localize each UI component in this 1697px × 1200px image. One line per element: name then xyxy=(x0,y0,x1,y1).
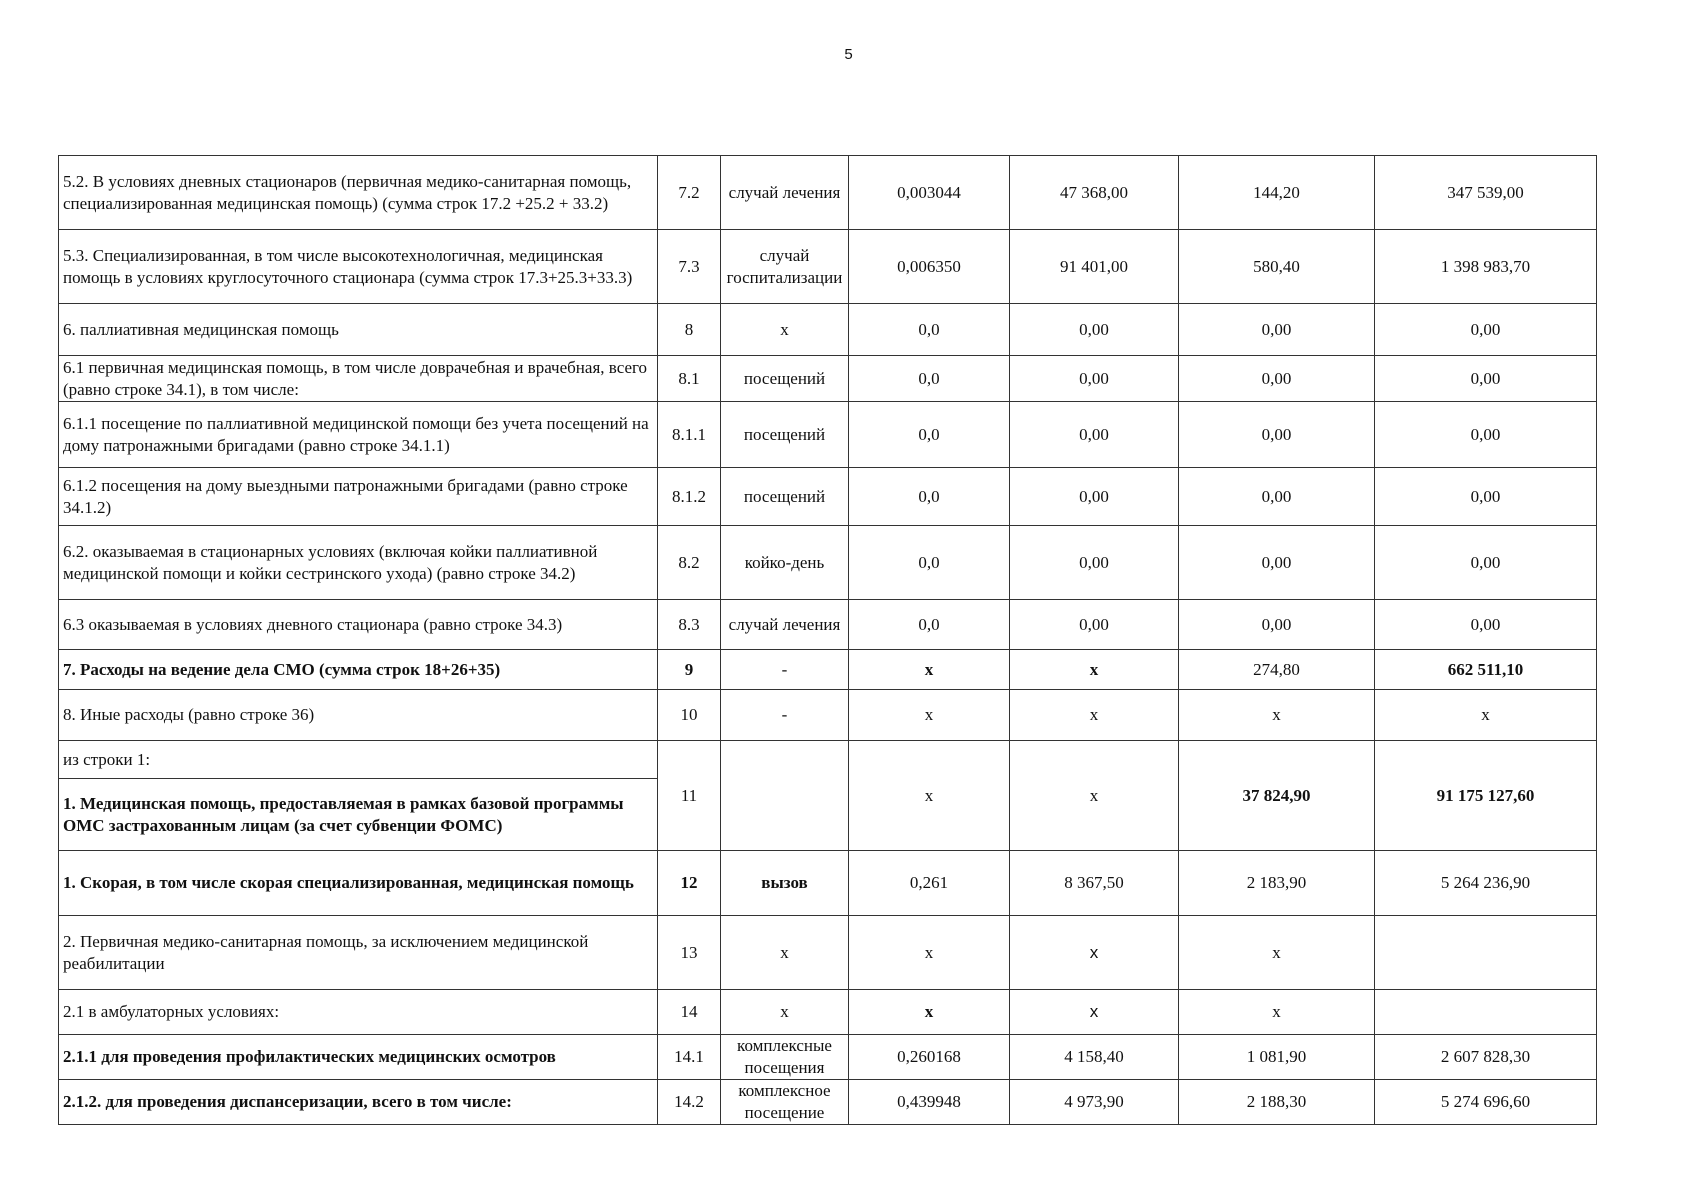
table-row xyxy=(59,741,1597,779)
row-description: 6.1.1 посещение по паллиативной медицинской помощи без учета посещений на дому патронажными бригадами (равно строке 34.1.1) xyxy=(59,402,658,468)
row-value-7: 0,00 xyxy=(1375,356,1597,402)
row-unit: вызов xyxy=(721,851,849,916)
row-value-7: 662 511,10 xyxy=(1375,650,1597,690)
row-value-4: 0,006350 xyxy=(849,230,1010,304)
row-description: 7. Расходы на ведение дела СМО (сумма строк 18+26+35) xyxy=(59,650,658,690)
row-value-4: 0,0 xyxy=(849,304,1010,356)
row-value-5: 8 367,50 xyxy=(1010,851,1179,916)
row-value-5: 0,00 xyxy=(1010,402,1179,468)
row-description-prefix: из строки 1: xyxy=(59,741,658,779)
row-value-4: х xyxy=(849,916,1010,990)
row-value-5: 4 973,90 xyxy=(1010,1080,1179,1125)
row-value-5: 0,00 xyxy=(1010,356,1179,402)
row-value-7: 0,00 xyxy=(1375,402,1597,468)
row-value-6: 0,00 xyxy=(1179,304,1375,356)
row-code: 14.2 xyxy=(658,1080,721,1125)
row-code: 12 xyxy=(658,851,721,916)
row-value-6: 0,00 xyxy=(1179,526,1375,600)
row-code: 9 xyxy=(658,650,721,690)
row-value-7: 0,00 xyxy=(1375,526,1597,600)
row-value-7 xyxy=(1375,916,1597,990)
row-value-5: 91 401,00 xyxy=(1010,230,1179,304)
row-value-7: 0,00 xyxy=(1375,468,1597,526)
row-code: 13 xyxy=(658,916,721,990)
row-unit: посещений xyxy=(721,356,849,402)
row-value-6: 580,40 xyxy=(1179,230,1375,304)
row-unit: койко-день xyxy=(721,526,849,600)
row-description: 5.3. Специализированная, в том числе высокотехнологичная, медицинская помощь в условиях круглосуточного стационара (сумма строк 17.3+25.3+33.3) xyxy=(59,230,658,304)
row-value-6: 0,00 xyxy=(1179,468,1375,526)
row-code: 8.3 xyxy=(658,600,721,650)
table-row xyxy=(59,600,1597,650)
row-value-5: х xyxy=(1010,741,1179,851)
table-row xyxy=(59,1035,1597,1080)
row-value-6: х xyxy=(1179,690,1375,741)
row-value-4: х xyxy=(849,990,1010,1035)
row-value-7: 91 175 127,60 xyxy=(1375,741,1597,851)
row-value-4: 0,0 xyxy=(849,526,1010,600)
page-number: 5 xyxy=(844,46,853,63)
row-value-4: 0,003044 xyxy=(849,156,1010,230)
row-code: 8 xyxy=(658,304,721,356)
row-description: 2.1 в амбулаторных условиях: xyxy=(59,990,658,1035)
row-code: 8.2 xyxy=(658,526,721,600)
table-row xyxy=(59,851,1597,916)
row-value-6: х xyxy=(1179,990,1375,1035)
table-row xyxy=(59,230,1597,304)
row-unit: комплексные посещения xyxy=(721,1035,849,1080)
row-code: 7.3 xyxy=(658,230,721,304)
row-code: 14 xyxy=(658,990,721,1035)
row-code: 7.2 xyxy=(658,156,721,230)
row-code: 8.1.2 xyxy=(658,468,721,526)
row-value-5: 0,00 xyxy=(1010,304,1179,356)
row-value-6: х xyxy=(1179,916,1375,990)
row-description: 6.1 первичная медицинская помощь, в том числе доврачебная и врачебная, всего (равно строке 34.1), в том числе: xyxy=(59,356,658,402)
row-description: 1. Медицинская помощь, предоставляемая в рамках базовой программы ОМС застрахованным лицам (за счет субвенции ФОМС) xyxy=(59,779,658,851)
row-value-5: 0,00 xyxy=(1010,468,1179,526)
row-unit: случай госпитализации xyxy=(721,230,849,304)
row-unit: комплексное посещение xyxy=(721,1080,849,1125)
table-row xyxy=(59,402,1597,468)
row-unit: - xyxy=(721,650,849,690)
row-unit xyxy=(721,741,849,851)
table-row xyxy=(59,304,1597,356)
row-code: 14.1 xyxy=(658,1035,721,1080)
row-value-4: 0,0 xyxy=(849,600,1010,650)
row-description: 6.1.2 посещения на дому выездными патронажными бригадами (равно строке 34.1.2) xyxy=(59,468,658,526)
row-unit: случай лечения xyxy=(721,600,849,650)
row-description: 2. Первичная медико-санитарная помощь, за исключением медицинской реабилитации xyxy=(59,916,658,990)
table-row xyxy=(59,468,1597,526)
row-value-4: х xyxy=(849,650,1010,690)
row-code: 11 xyxy=(658,741,721,851)
table-row xyxy=(59,526,1597,600)
row-value-4: х xyxy=(849,741,1010,851)
row-value-4: х xyxy=(849,690,1010,741)
row-unit: посещений xyxy=(721,468,849,526)
row-code: 10 xyxy=(658,690,721,741)
row-value-7: 2 607 828,30 xyxy=(1375,1035,1597,1080)
row-value-4: 0,0 xyxy=(849,402,1010,468)
row-description: 6.3 оказываемая в условиях дневного стационара (равно строке 34.3) xyxy=(59,600,658,650)
row-description: 6. паллиативная медицинская помощь xyxy=(59,304,658,356)
table-row xyxy=(59,990,1597,1035)
row-value-4: 0,261 xyxy=(849,851,1010,916)
row-value-6: 0,00 xyxy=(1179,356,1375,402)
row-value-6: 274,80 xyxy=(1179,650,1375,690)
row-value-6: 1 081,90 xyxy=(1179,1035,1375,1080)
row-value-7: 1 398 983,70 xyxy=(1375,230,1597,304)
row-value-7 xyxy=(1375,990,1597,1035)
row-value-6: 144,20 xyxy=(1179,156,1375,230)
row-code: 8.1 xyxy=(658,356,721,402)
row-value-7: 0,00 xyxy=(1375,304,1597,356)
row-unit: х xyxy=(721,916,849,990)
row-description: 2.1.1 для проведения профилактических медицинских осмотров xyxy=(59,1035,658,1080)
row-description: 1. Скорая, в том числе скорая специализированная, медицинская помощь xyxy=(59,851,658,916)
report-table xyxy=(58,155,1597,1125)
row-value-6: 2 188,30 xyxy=(1179,1080,1375,1125)
table-row xyxy=(59,356,1597,402)
row-description: 8. Иные расходы (равно строке 36) xyxy=(59,690,658,741)
row-value-4: 0,260168 xyxy=(849,1035,1010,1080)
row-code: 8.1.1 xyxy=(658,402,721,468)
row-value-7: х xyxy=(1375,690,1597,741)
table-row xyxy=(59,650,1597,690)
row-value-7: 0,00 xyxy=(1375,600,1597,650)
row-unit: посещений xyxy=(721,402,849,468)
row-value-6: 2 183,90 xyxy=(1179,851,1375,916)
row-value-5: 47 368,00 xyxy=(1010,156,1179,230)
row-value-6: 0,00 xyxy=(1179,600,1375,650)
row-value-5: 0,00 xyxy=(1010,600,1179,650)
row-value-4: 0,439948 xyxy=(849,1080,1010,1125)
row-value-7: 347 539,00 xyxy=(1375,156,1597,230)
row-description: 2.1.2. для проведения диспансеризации, всего в том числе: xyxy=(59,1080,658,1125)
row-value-6: 37 824,90 xyxy=(1179,741,1375,851)
row-value-7: 5 264 236,90 xyxy=(1375,851,1597,916)
table-row xyxy=(59,1080,1597,1125)
row-unit: х xyxy=(721,990,849,1035)
row-value-5: 4 158,40 xyxy=(1010,1035,1179,1080)
row-unit: - xyxy=(721,690,849,741)
row-value-5: х xyxy=(1010,990,1179,1035)
row-description: 5.2. В условиях дневных стационаров (первичная медико-санитарная помощь, специализированная медицинская помощь) (сумма строк 17.2 +25.2 + 33.2) xyxy=(59,156,658,230)
row-value-5: х xyxy=(1010,690,1179,741)
row-value-5: х xyxy=(1010,916,1179,990)
row-unit: х xyxy=(721,304,849,356)
table-row xyxy=(59,156,1597,230)
table-row xyxy=(59,916,1597,990)
row-description: 6.2. оказываемая в стационарных условиях (включая койки паллиативной медицинской помощи и койки сестринского ухода) (равно строке 34.2) xyxy=(59,526,658,600)
table-row xyxy=(59,690,1597,741)
row-value-4: 0,0 xyxy=(849,356,1010,402)
row-value-6: 0,00 xyxy=(1179,402,1375,468)
row-value-7: 5 274 696,60 xyxy=(1375,1080,1597,1125)
row-value-5: 0,00 xyxy=(1010,526,1179,600)
row-value-4: 0,0 xyxy=(849,468,1010,526)
row-value-5: х xyxy=(1010,650,1179,690)
row-unit: случай лечения xyxy=(721,156,849,230)
